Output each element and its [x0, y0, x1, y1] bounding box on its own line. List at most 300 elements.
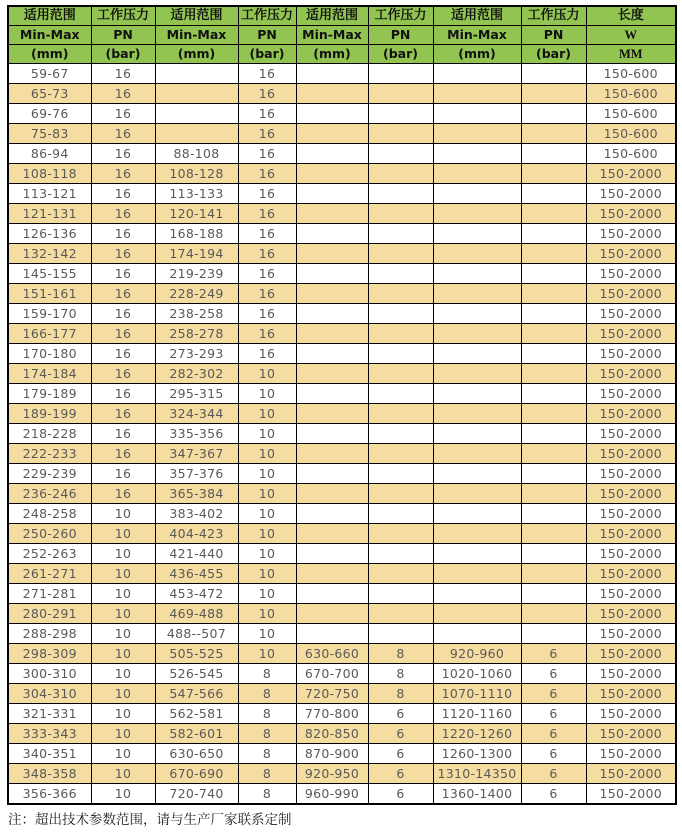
cell: 347-367	[155, 444, 238, 464]
cell	[521, 404, 586, 424]
cell: 16	[238, 64, 296, 84]
cell	[521, 224, 586, 244]
cell: 65-73	[8, 84, 91, 104]
table-row	[8, 444, 676, 464]
cell: 150-2000	[586, 184, 676, 204]
cell	[296, 144, 368, 164]
cell: 236-246	[8, 484, 91, 504]
cell	[155, 124, 238, 144]
cell: 348-358	[8, 764, 91, 784]
cell: 150-2000	[586, 724, 676, 744]
table-row	[8, 484, 676, 504]
cell: 150-2000	[586, 224, 676, 244]
cell	[433, 424, 521, 444]
cell	[368, 444, 433, 464]
cell: 150-2000	[586, 664, 676, 684]
cell: 150-2000	[586, 324, 676, 344]
cell: 6	[521, 764, 586, 784]
cell	[296, 404, 368, 424]
cell	[296, 224, 368, 244]
cell	[433, 564, 521, 584]
header-cell: (mm)	[296, 45, 368, 64]
cell	[433, 344, 521, 364]
cell: 150-2000	[586, 644, 676, 664]
cell: 16	[238, 284, 296, 304]
cell	[155, 104, 238, 124]
header-cell: Min-Max	[433, 26, 521, 45]
cell: 150-2000	[586, 204, 676, 224]
cell	[368, 284, 433, 304]
cell: 453-472	[155, 584, 238, 604]
cell	[433, 144, 521, 164]
cell	[521, 144, 586, 164]
cell: 16	[91, 484, 155, 504]
cell: 16	[91, 164, 155, 184]
cell: 300-310	[8, 664, 91, 684]
cell	[368, 524, 433, 544]
cell: 150-2000	[586, 684, 676, 704]
cell: 720-750	[296, 684, 368, 704]
cell: 228-249	[155, 284, 238, 304]
cell: 920-960	[433, 644, 521, 664]
cell: 16	[238, 244, 296, 264]
cell: 920-950	[296, 764, 368, 784]
cell	[433, 544, 521, 564]
page	[0, 5, 682, 835]
header-cell: Min-Max	[155, 26, 238, 45]
cell	[521, 424, 586, 444]
cell: 150-2000	[586, 524, 676, 544]
cell: 16	[91, 424, 155, 444]
cell: 229-239	[8, 464, 91, 484]
header-cell: W	[586, 26, 676, 45]
cell: 10	[238, 424, 296, 444]
cell: 16	[238, 144, 296, 164]
cell: 8	[238, 704, 296, 724]
cell	[521, 284, 586, 304]
cell: 150-2000	[586, 784, 676, 805]
cell	[433, 104, 521, 124]
cell: 16	[91, 404, 155, 424]
cell: 321-331	[8, 704, 91, 724]
header-cell: (mm)	[155, 45, 238, 64]
cell	[368, 624, 433, 644]
cell: 8	[238, 664, 296, 684]
cell: 630-650	[155, 744, 238, 764]
cell: 16	[91, 104, 155, 124]
cell	[296, 304, 368, 324]
cell	[296, 324, 368, 344]
cell: 273-293	[155, 344, 238, 364]
cell	[521, 604, 586, 624]
cell: 6	[368, 764, 433, 784]
cell: 1360-1400	[433, 784, 521, 805]
cell	[368, 344, 433, 364]
cell	[521, 504, 586, 524]
cell: 10	[91, 704, 155, 724]
cell: 6	[521, 784, 586, 805]
cell: 113-121	[8, 184, 91, 204]
cell: 16	[238, 264, 296, 284]
cell	[368, 544, 433, 564]
cell	[521, 124, 586, 144]
cell	[296, 544, 368, 564]
cell: 10	[91, 564, 155, 584]
cell	[296, 384, 368, 404]
cell: 10	[238, 484, 296, 504]
table-row	[8, 124, 676, 144]
cell: 6	[368, 704, 433, 724]
cell: 670-700	[296, 664, 368, 684]
cell: 10	[91, 504, 155, 524]
cell: 10	[238, 564, 296, 584]
header-cell: PN	[238, 26, 296, 45]
cell: 150-2000	[586, 584, 676, 604]
table-row	[8, 504, 676, 524]
cell	[521, 464, 586, 484]
cell	[433, 84, 521, 104]
cell: 1020-1060	[433, 664, 521, 684]
header-cell: Min-Max	[8, 26, 91, 45]
header-cell: (mm)	[433, 45, 521, 64]
cell: 340-351	[8, 744, 91, 764]
cell: 770-800	[296, 704, 368, 724]
cell: 10	[91, 604, 155, 624]
cell	[521, 384, 586, 404]
cell: 151-161	[8, 284, 91, 304]
cell: 10	[91, 624, 155, 644]
cell: 10	[91, 784, 155, 805]
cell	[296, 244, 368, 264]
cell: 10	[238, 404, 296, 424]
header-cell: 工作压力	[368, 6, 433, 26]
cell	[521, 564, 586, 584]
cell: 150-2000	[586, 424, 676, 444]
cell	[433, 264, 521, 284]
cell: 69-76	[8, 104, 91, 124]
cell	[433, 324, 521, 344]
table-row	[8, 204, 676, 224]
cell: 10	[238, 524, 296, 544]
cell	[433, 504, 521, 524]
table-row	[8, 604, 676, 624]
cell: 10	[238, 384, 296, 404]
cell	[433, 124, 521, 144]
cell: 1260-1300	[433, 744, 521, 764]
cell: 1120-1160	[433, 704, 521, 724]
table-row	[8, 664, 676, 684]
cell: 6	[521, 644, 586, 664]
table-row	[8, 644, 676, 664]
cell	[433, 584, 521, 604]
cell: 10	[91, 584, 155, 604]
cell: 150-2000	[586, 504, 676, 524]
table-row	[8, 744, 676, 764]
header-row	[8, 45, 676, 64]
cell	[521, 84, 586, 104]
cell: 150-2000	[586, 364, 676, 384]
cell: 159-170	[8, 304, 91, 324]
cell	[368, 164, 433, 184]
cell: 108-128	[155, 164, 238, 184]
cell: 16	[238, 344, 296, 364]
table-row	[8, 404, 676, 424]
cell	[433, 464, 521, 484]
cell: 436-455	[155, 564, 238, 584]
cell: 16	[91, 84, 155, 104]
header-cell: 适用范围	[155, 6, 238, 26]
cell	[368, 484, 433, 504]
cell	[368, 224, 433, 244]
cell: 218-228	[8, 424, 91, 444]
cell: 1070-1110	[433, 684, 521, 704]
cell	[521, 364, 586, 384]
cell: 10	[238, 604, 296, 624]
cell	[433, 384, 521, 404]
cell: 404-423	[155, 524, 238, 544]
cell: 356-366	[8, 784, 91, 805]
cell: 16	[91, 364, 155, 384]
cell	[368, 104, 433, 124]
cell	[296, 184, 368, 204]
cell: 150-2000	[586, 464, 676, 484]
cell	[296, 204, 368, 224]
cell: 121-131	[8, 204, 91, 224]
cell: 335-356	[155, 424, 238, 444]
cell	[368, 424, 433, 444]
cell: 150-2000	[586, 484, 676, 504]
cell: 174-194	[155, 244, 238, 264]
cell	[368, 564, 433, 584]
cell: 150-600	[586, 84, 676, 104]
cell: 150-2000	[586, 544, 676, 564]
cell	[433, 524, 521, 544]
cell: 145-155	[8, 264, 91, 284]
cell	[521, 104, 586, 124]
cell: 150-2000	[586, 344, 676, 364]
cell: 113-133	[155, 184, 238, 204]
cell	[433, 444, 521, 464]
cell	[521, 484, 586, 504]
cell: 820-850	[296, 724, 368, 744]
cell: 526-545	[155, 664, 238, 684]
cell: 383-402	[155, 504, 238, 524]
cell	[368, 184, 433, 204]
cell: 150-2000	[586, 764, 676, 784]
cell: 150-2000	[586, 744, 676, 764]
cell: 16	[91, 224, 155, 244]
cell	[521, 64, 586, 84]
cell: 16	[91, 344, 155, 364]
cell: 150-600	[586, 64, 676, 84]
table-body	[8, 64, 676, 805]
table-row	[8, 584, 676, 604]
cell: 126-136	[8, 224, 91, 244]
cell: 16	[91, 64, 155, 84]
cell	[368, 204, 433, 224]
cell	[521, 624, 586, 644]
header-row	[8, 6, 676, 26]
cell	[433, 204, 521, 224]
cell: 150-2000	[586, 604, 676, 624]
cell	[368, 244, 433, 264]
cell	[155, 64, 238, 84]
cell	[296, 164, 368, 184]
table-row	[8, 544, 676, 564]
table-row	[8, 764, 676, 784]
cell	[521, 524, 586, 544]
cell	[521, 324, 586, 344]
cell: 304-310	[8, 684, 91, 704]
cell: 150-2000	[586, 284, 676, 304]
cell: 108-118	[8, 164, 91, 184]
header-cell: 工作压力	[238, 6, 296, 26]
cell: 10	[91, 684, 155, 704]
cell: 295-315	[155, 384, 238, 404]
table-row	[8, 244, 676, 264]
cell: 562-581	[155, 704, 238, 724]
cell	[296, 364, 368, 384]
cell: 16	[91, 204, 155, 224]
table-row	[8, 464, 676, 484]
header-cell: 适用范围	[433, 6, 521, 26]
cell: 10	[91, 764, 155, 784]
table-row	[8, 84, 676, 104]
cell: 10	[238, 504, 296, 524]
cell: 16	[91, 244, 155, 264]
cell	[368, 144, 433, 164]
header-cell: MM	[586, 45, 676, 64]
cell: 16	[91, 324, 155, 344]
table-row	[8, 784, 676, 805]
cell: 8	[368, 684, 433, 704]
cell: 10	[238, 444, 296, 464]
table-row	[8, 704, 676, 724]
cell: 6	[521, 664, 586, 684]
cell	[433, 284, 521, 304]
table-row	[8, 64, 676, 84]
cell	[368, 584, 433, 604]
cell	[296, 264, 368, 284]
cell	[296, 344, 368, 364]
cell	[296, 504, 368, 524]
cell: 357-376	[155, 464, 238, 484]
cell	[433, 244, 521, 264]
cell: 150-2000	[586, 444, 676, 464]
cell: 8	[238, 764, 296, 784]
table-row	[8, 564, 676, 584]
cell	[155, 84, 238, 104]
cell: 333-343	[8, 724, 91, 744]
cell: 282-302	[155, 364, 238, 384]
cell: 59-67	[8, 64, 91, 84]
cell: 8	[238, 724, 296, 744]
cell	[521, 444, 586, 464]
cell: 630-660	[296, 644, 368, 664]
cell: 150-600	[586, 144, 676, 164]
cell	[521, 584, 586, 604]
cell: 6	[521, 704, 586, 724]
table-row	[8, 424, 676, 444]
cell	[368, 64, 433, 84]
cell	[433, 184, 521, 204]
cell: 75-83	[8, 124, 91, 144]
cell	[433, 404, 521, 424]
cell	[433, 604, 521, 624]
cell: 6	[521, 684, 586, 704]
cell: 960-990	[296, 784, 368, 805]
cell: 16	[91, 384, 155, 404]
cell	[433, 164, 521, 184]
cell: 150-2000	[586, 384, 676, 404]
header-cell: (bar)	[91, 45, 155, 64]
cell: 258-278	[155, 324, 238, 344]
header-cell: 工作压力	[521, 6, 586, 26]
cell: 132-142	[8, 244, 91, 264]
cell: 16	[238, 124, 296, 144]
cell	[296, 564, 368, 584]
cell: 16	[91, 444, 155, 464]
cell: 8	[238, 784, 296, 805]
cell	[368, 604, 433, 624]
table-row	[8, 284, 676, 304]
cell	[433, 484, 521, 504]
cell: 16	[91, 284, 155, 304]
cell	[296, 604, 368, 624]
cell	[296, 424, 368, 444]
cell: 10	[91, 644, 155, 664]
cell: 16	[238, 224, 296, 244]
footer-note: 注：超出技术参数范围，请与生产厂家联系定制	[8, 812, 292, 827]
header-cell: PN	[368, 26, 433, 45]
cell: 150-2000	[586, 704, 676, 724]
table-row	[8, 144, 676, 164]
cell	[433, 624, 521, 644]
cell: 16	[91, 464, 155, 484]
cell: 16	[91, 124, 155, 144]
cell: 8	[238, 744, 296, 764]
cell: 250-260	[8, 524, 91, 544]
cell: 150-2000	[586, 164, 676, 184]
cell	[296, 84, 368, 104]
cell	[368, 264, 433, 284]
cell: 16	[238, 164, 296, 184]
cell	[296, 524, 368, 544]
pipe-spec-table	[7, 5, 677, 805]
cell: 298-309	[8, 644, 91, 664]
cell: 150-2000	[586, 244, 676, 264]
table-row	[8, 324, 676, 344]
cell: 10	[238, 644, 296, 664]
cell: 670-690	[155, 764, 238, 784]
cell	[521, 304, 586, 324]
cell: 179-189	[8, 384, 91, 404]
cell: 16	[238, 104, 296, 124]
cell: 150-2000	[586, 304, 676, 324]
cell: 10	[91, 544, 155, 564]
header-cell: (mm)	[8, 45, 91, 64]
table-row	[8, 684, 676, 704]
table-header	[8, 6, 676, 64]
cell: 720-740	[155, 784, 238, 805]
cell: 469-488	[155, 604, 238, 624]
cell: 168-188	[155, 224, 238, 244]
cell: 150-2000	[586, 404, 676, 424]
table-row	[8, 184, 676, 204]
cell: 10	[238, 544, 296, 564]
cell: 120-141	[155, 204, 238, 224]
cell: 10	[238, 624, 296, 644]
